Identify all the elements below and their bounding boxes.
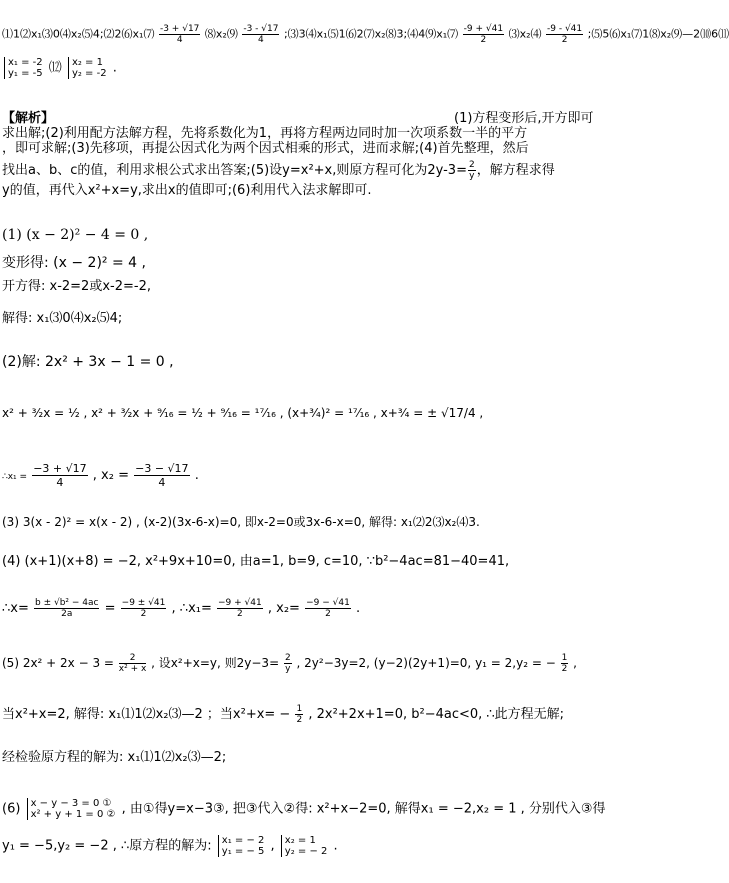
s2-line-3 (2, 462, 199, 489)
answer-text-1: ⑴1⑵x₁⑶0⑷x₂⑸4;⑵2⑹x₁⑺ (2, 27, 155, 41)
analysis-fraction: $\frac{2}{y}$ (468, 160, 475, 181)
s4-x2-label: , x₂= (267, 601, 300, 616)
analysis-line-4b: ，解方程求得 (476, 163, 555, 178)
s5-case-2: , 2x²+2x+1=0, b²−4ac<0, ∴此方程无解; (308, 707, 565, 722)
s6-sep: , (270, 838, 275, 854)
s2-line-2: x² + ³⁄₂x = ¹⁄₂ , x² + ³⁄₂x + ⁹⁄₁₆ = ¹⁄₂ + ⁹⁄₁₆ = ¹⁷⁄₁₆ , (x+³⁄₄)² = ¹⁷⁄₁₆ , x+³⁄₄ = ± √17/4 , (2, 406, 484, 420)
answer-text-2: ⑻x₂⑼ (204, 27, 238, 41)
s5-fraction-4: $\frac{1}{2}$ (296, 704, 303, 725)
s1-line-1: (1) (x − 2)² − 4 = 0 , (2, 227, 149, 243)
s4-x-label: ∴x= (2, 601, 29, 616)
s3-line-1: (3) 3(x - 2)² = x(x - 2) , (x-2)(3x-6-x)=0, 即x-2=0或3x-6-x=0, 解得: x₁⑵2⑶x₂⑷3. (2, 515, 480, 529)
s4-x1-label: , ∴x₁= (171, 601, 212, 616)
answer-text-3: ;⑶3⑷x₁⑸1⑹2⑺x₂⑻3;⑷4⑼x₁⑺ (283, 27, 459, 41)
s4-formula: $\frac{\text{b ± √b² − 4ac}}{2a}$ (35, 598, 99, 619)
analysis-line-3: ，即可求解;(3)先移项，再提公因式化为两个因式相乘的形式，进而求解;(4)首先整理，然后 (2, 141, 529, 156)
s5-fraction-1: $\frac{2}{\text{x² + x}}$ (118, 653, 147, 674)
s6-end: . (333, 838, 338, 854)
answer-fraction-a: $\frac{-3 + √17}{4}$ (159, 24, 200, 45)
answer-line (2, 24, 729, 45)
s5-solve: , 2y²−3y=2, (y−2)(2y+1)=0, y₁ = 2,y₂ = − (296, 656, 556, 670)
answer-fraction-b: $\frac{-3 - √17}{4}$ (243, 24, 279, 45)
s4-formula-2: $\frac{-9 \pm √41}{2}$ (121, 598, 166, 619)
s2-x2-label: , x₂ = (92, 468, 129, 483)
analysis-line-5: y的值，再代入x²+x=y,求出x的值即可;(6)利用代入法求解即可. (2, 183, 372, 198)
analysis-line-2: 求出解;(2)利用配方法解方程，先将系数化为1，再将方程两边同时加一次项系数一半的平方 (2, 126, 528, 141)
s1-line-2: 变形得: (x − 2)² = 4 , (2, 255, 146, 271)
answer-systems (2, 57, 117, 79)
answer-sep: ⑿ (48, 60, 62, 76)
s6-system: x − y − 3 = 0 ① x² + y + 1 = 0 ② (27, 798, 116, 820)
s6-result-text: y₁ = −5,y₂ = −2 , ∴原方程的解为: (2, 838, 212, 854)
analysis-line-4 (2, 160, 555, 181)
s5-line-3: 经检验原方程的解为: x₁⑴1⑵x₂⑶—2; (2, 750, 227, 765)
answer-fraction-c: $\frac{-9 + √41}{2}$ (463, 24, 504, 45)
s4-line-1: (4) (x+1)(x+8) = −2, x²+9x+10=0, 由a=1, b=9, c=10, ∵b²−4ac=81−40=41, (2, 554, 510, 569)
s5-end: , (573, 656, 577, 670)
s6-line-2 (2, 835, 338, 857)
answer-end: . (112, 60, 117, 76)
analysis-heading: 【解析】 (2, 111, 55, 126)
s4-eq: = (104, 601, 116, 616)
s2-root-1: $\frac{-3 + √17}{4}$ (33, 462, 87, 489)
s6-solution-1: x₁ = − 2 y₁ = − 5 (218, 835, 265, 857)
s6-solve: , 由①得y=x−3③, 把③代入②得: x²+x−2=0, 解得x₁ = −2,x₂ = 1 , 分别代入③得 (121, 801, 606, 817)
analysis-line-1: (1)方程变形后,开方即可 (454, 111, 594, 126)
s1-line-3: 开方得: x-2=2或x-2=-2, (2, 279, 151, 294)
s4-line-2 (2, 598, 360, 619)
s2-x1-label: ∴x₁ = (2, 472, 28, 482)
s2-root-2: $\frac{-3 - √17}{4}$ (135, 462, 189, 489)
s5-equation: (5) 2x² + 2x − 3 = (2, 656, 114, 670)
s5-case-1: 当x²+x=2, 解得: x₁⑴1⑵x₂⑶—2 ；当x²+x= − (2, 707, 291, 722)
s4-end: . (355, 601, 361, 616)
s6-line-1 (2, 798, 606, 820)
answer-text-5: ;⑸5⑹x₁⑺1⑻x₂⑼—2⑽6⑾ (587, 27, 729, 41)
s1-line-4: 解得: x₁⑶0⑷x₂⑸4; (2, 311, 123, 326)
s5-line-2 (2, 704, 564, 725)
s5-substitution: , 设x²+x=y, 则2y−3= (151, 656, 280, 670)
s5-line-1 (2, 653, 577, 674)
analysis-line-4a: 找出a、b、c的值，利用求根公式求出答案;(5)设y=x²+x,则原方程可化为2y-3= (2, 163, 467, 178)
s6-solution-2: x₂ = 1 y₂ = − 2 (281, 835, 328, 857)
answer-system-1: x₁ = -2 y₁ = -5 (4, 57, 43, 79)
s4-root-2: $\frac{-9 - √41}{2}$ (306, 598, 350, 619)
s5-fraction-2: $\frac{2}{y}$ (284, 653, 291, 674)
s6-label: (6) (2, 801, 21, 817)
answer-fraction-d: $\frac{-9 - √41}{2}$ (547, 24, 583, 45)
s5-fraction-3: $\frac{1}{2}$ (561, 653, 568, 674)
answer-text-4: ⑶x₂⑷ (508, 27, 542, 41)
s2-line-1: (2)解: 2x² + 3x − 1 = 0 , (2, 354, 174, 370)
s4-root-1: $\frac{-9 + √41}{2}$ (218, 598, 262, 619)
s2-end: . (194, 468, 199, 483)
answer-system-2: x₂ = 1 y₂ = -2 (68, 57, 107, 79)
